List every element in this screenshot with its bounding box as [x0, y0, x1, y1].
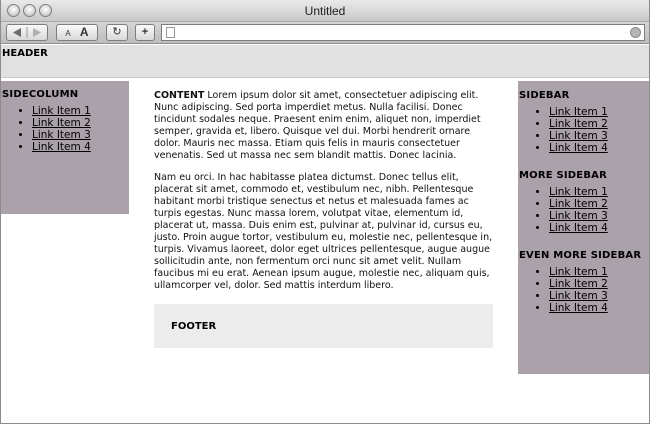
more-sidebar-block [518, 170, 649, 234]
list-item [549, 210, 649, 222]
reload-button[interactable] [106, 24, 128, 41]
back-arrow-icon[interactable] [7, 25, 47, 40]
list-item [549, 222, 649, 234]
even-more-sidebar-block [518, 250, 649, 314]
back-forward-control[interactable] [6, 24, 48, 41]
main-content [154, 90, 496, 300]
text-larger-button[interactable]: A [79, 25, 89, 39]
list-item [549, 290, 649, 302]
sidebar-block [518, 90, 649, 154]
content-paragraph-1 [154, 90, 496, 163]
text-size-control[interactable] [56, 24, 98, 41]
sidebar-link-4[interactable]: Link Item 4 [549, 142, 608, 154]
snapback-icon[interactable] [630, 27, 641, 38]
even-more-sidebar-link-3[interactable]: Link Item 3 [549, 290, 608, 302]
page-footer: FOOTER [154, 304, 493, 348]
sidecolumn-link-3[interactable]: Link Item 3 [32, 129, 91, 141]
list-item [32, 105, 129, 117]
sidebar-title: SIDEBAR [519, 90, 570, 101]
sidebar-link-3[interactable]: Link Item 3 [549, 130, 608, 142]
page-viewport [1, 45, 649, 423]
sidebar-link-list [518, 106, 649, 154]
reload-icon: ↻ [112, 26, 122, 38]
even-more-sidebar-link-1[interactable]: Link Item 1 [549, 266, 608, 278]
list-item [549, 118, 649, 130]
sidebar-link-2[interactable]: Link Item 2 [549, 118, 608, 130]
even-more-sidebar-link-4[interactable]: Link Item 4 [549, 302, 608, 314]
list-item [32, 141, 129, 153]
list-item [549, 266, 649, 278]
sidecolumn-title: SIDECOLUMN [2, 89, 79, 100]
list-item [32, 129, 129, 141]
address-bar[interactable] [161, 24, 645, 41]
sidebar [518, 81, 649, 374]
sidecolumn-link-4[interactable]: Link Item 4 [32, 141, 91, 153]
window-title: Untitled [304, 4, 346, 18]
page-header: HEADER [1, 45, 649, 78]
more-sidebar-title: MORE SIDEBAR [519, 170, 607, 181]
even-more-sidebar-link-2[interactable]: Link Item 2 [549, 278, 608, 290]
list-item [549, 186, 649, 198]
list-item [549, 198, 649, 210]
list-item [549, 130, 649, 142]
more-sidebar-link-2[interactable]: Link Item 2 [549, 198, 608, 210]
title-bar [1, 0, 649, 22]
content-text-1: Lorem ipsum dolor sit amet, consectetuer adipiscing elit. Nunc adipiscing. Sed porta imperdiet metus. Nulla facilisi. Donec tincidunt sodales neque. Praesent enim enim, aliquet non, imperdiet semper, gravida et, libero. Quisque vel dui. Morbi hendrerit ornare dolor. Mauris nec massa. Etiam quis felis in mauris consectetuer venenatis. Sed ut massa nec sem blandit mattis. Donec lacinia. [154, 90, 481, 162]
even-more-sidebar-title: EVEN MORE SIDEBAR [519, 250, 642, 261]
list-item [549, 302, 649, 314]
list-item [549, 278, 649, 290]
text-smaller-button[interactable]: A [65, 29, 71, 38]
more-sidebar-link-list [518, 186, 649, 234]
more-sidebar-link-3[interactable]: Link Item 3 [549, 210, 608, 222]
list-item [549, 106, 649, 118]
even-more-sidebar-link-list [518, 266, 649, 314]
sidecolumn-link-list [1, 105, 129, 153]
sidebar-link-1[interactable]: Link Item 1 [549, 106, 608, 118]
content-lead: CONTENT [154, 90, 205, 101]
browser-toolbar [1, 22, 649, 44]
sidecolumn-link-2[interactable]: Link Item 2 [32, 117, 91, 129]
more-sidebar-link-1[interactable]: Link Item 1 [549, 186, 608, 198]
list-item [32, 117, 129, 129]
plus-icon: + [141, 26, 149, 38]
content-paragraph-2: Nam eu orci. In hac habitasse platea dictumst. Donec tellus elit, placerat sit amet, commodo et, vestibulum nec, nibh. Pellentesque habitant morbi tristique senectus et netus et malesuada fames ac turpis egestas. Nunc massa lorem, volutpat vitae, elementum id, placerat ut, massa. Duis enim est, pulvinar at, pulvinar id, cursus eu, justo. Proin augue tortor, vestibulum eu, molestie nec, pellentesque in, turpis. Vivamus laoreet, dolor eget ultrices pellentesque, augue augue sollicitudin ante, non fermentum orci nunc sit amet velit. Nullam faucibus mi eu erat. Aenean ipsum augue, molestie nec, aliquam quis, ullamcorper vel, dolor. Sed mattis interdum libero. [154, 171, 493, 292]
add-bookmark-button[interactable] [135, 24, 155, 41]
more-sidebar-link-4[interactable]: Link Item 4 [549, 222, 608, 234]
list-item [549, 142, 649, 154]
sidecolumn [1, 81, 129, 214]
page-icon [166, 27, 175, 38]
sidecolumn-link-1[interactable]: Link Item 1 [32, 105, 91, 117]
